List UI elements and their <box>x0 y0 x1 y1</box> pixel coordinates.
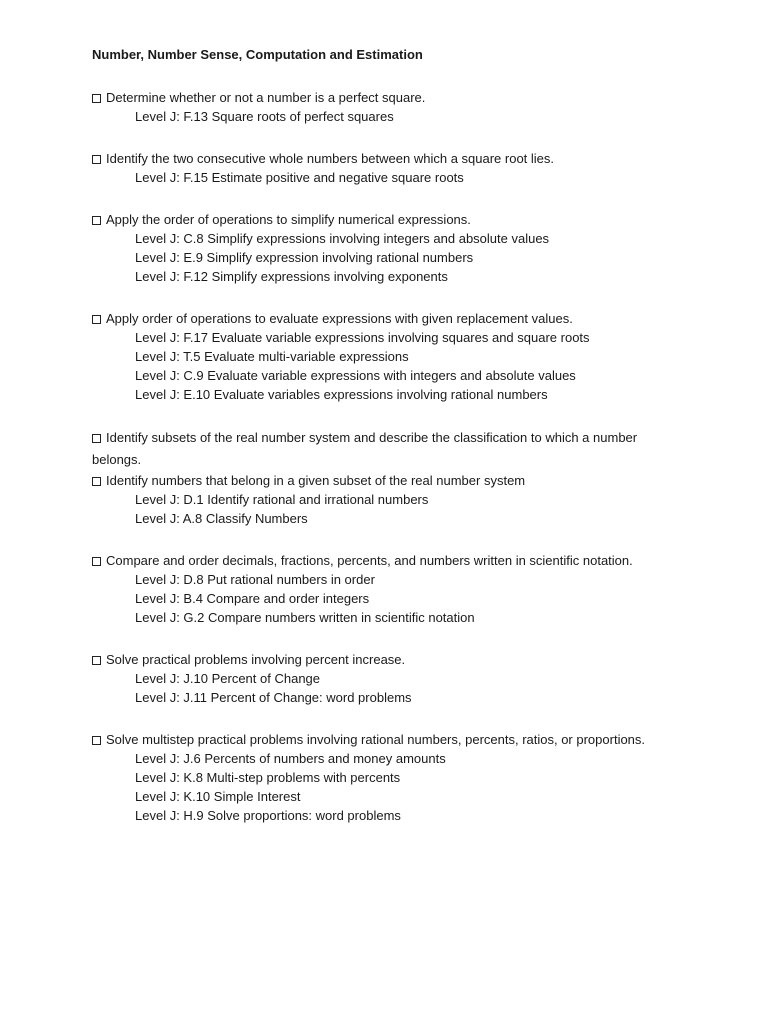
skill-reference: Level J: J.6 Percents of numbers and money amounts <box>135 751 446 766</box>
skill-reference: Level J: J.10 Percent of Change <box>135 671 321 686</box>
objective-item <box>92 149 688 168</box>
checkbox-icon[interactable] <box>92 434 101 443</box>
objective-item <box>92 88 688 107</box>
skill-reference: Level J: B.4 Compare and order integers <box>135 591 370 606</box>
skill-reference: Level J: F.13 Square roots of perfect squares <box>135 109 394 124</box>
objective-item <box>92 309 688 328</box>
skill-reference: Level J: C.9 Evaluate variable expressions with integers and absolute values <box>135 368 576 383</box>
document-title: Number, Number Sense, Computation and Estimation <box>92 47 423 62</box>
skill-reference: Level J: K.8 Multi-step problems with percents <box>135 770 401 785</box>
checkbox-icon[interactable] <box>92 216 101 225</box>
objective-text: Identify numbers that belong in a given subset of the real number system <box>106 473 526 488</box>
objective-section <box>92 88 688 126</box>
skill-reference: Level J: D.8 Put rational numbers in order <box>135 572 375 587</box>
objective-item <box>92 210 688 229</box>
skill-reference: Level J: E.9 Simplify expression involving rational numbers <box>135 250 474 265</box>
objective-text: Apply order of operations to evaluate expressions with given replacement values. <box>106 311 573 326</box>
skill-reference: Level J: K.10 Simple Interest <box>135 789 301 804</box>
checkbox-icon[interactable] <box>92 736 101 745</box>
skill-reference: Level J: F.17 Evaluate variable expressions involving squares and square roots <box>135 330 590 345</box>
skill-reference: Level J: C.8 Simplify expressions involving integers and absolute values <box>135 231 550 246</box>
objective-text: Apply the order of operations to simplify numerical expressions. <box>106 212 471 227</box>
objective-text: Determine whether or not a number is a perfect square. <box>106 90 426 105</box>
objective-list <box>92 88 688 825</box>
skill-reference: Level J: D.1 Identify rational and irrational numbers <box>135 492 429 507</box>
objective-item <box>92 551 688 570</box>
checkbox-icon[interactable] <box>92 656 101 665</box>
objective-section <box>92 551 688 627</box>
skill-reference: Level J: T.5 Evaluate multi-variable expressions <box>135 349 409 364</box>
objective-section <box>92 309 688 404</box>
skill-reference: Level J: H.9 Solve proportions: word problems <box>135 808 401 823</box>
objective-item <box>92 650 688 669</box>
objective-text: Solve practical problems involving percent increase. <box>106 652 406 667</box>
checkbox-icon[interactable] <box>92 315 101 324</box>
objective-item <box>92 471 688 490</box>
objective-section <box>92 149 688 187</box>
skill-reference: Level J: A.8 Classify Numbers <box>135 511 308 526</box>
skill-reference: Level J: F.15 Estimate positive and negative square roots <box>135 170 464 185</box>
objective-item <box>92 427 682 471</box>
objective-text: Identify the two consecutive whole numbers between which a square root lies. <box>106 151 555 166</box>
skill-reference: Level J: E.10 Evaluate variables expressions involving rational numbers <box>135 387 548 402</box>
objective-text: Identify subsets of the real number system and describe the classification to which a number belongs. <box>92 430 638 467</box>
skill-reference: Level J: G.2 Compare numbers written in scientific notation <box>135 610 475 625</box>
objective-section <box>92 427 688 528</box>
objective-section <box>92 210 688 286</box>
objective-section <box>92 730 688 825</box>
objective-section <box>92 650 688 707</box>
checkbox-icon[interactable] <box>92 94 101 103</box>
objective-text: Compare and order decimals, fractions, percents, and numbers written in scientific notation. <box>106 553 633 568</box>
checkbox-icon[interactable] <box>92 477 101 486</box>
checkbox-icon[interactable] <box>92 155 101 164</box>
checkbox-icon[interactable] <box>92 557 101 566</box>
objective-text: Solve multistep practical problems involving rational numbers, percents, ratios, or proportions. <box>106 732 646 747</box>
skill-reference: Level J: J.11 Percent of Change: word problems <box>135 690 412 705</box>
skill-reference: Level J: F.12 Simplify expressions involving exponents <box>135 269 448 284</box>
objective-item <box>92 730 688 749</box>
